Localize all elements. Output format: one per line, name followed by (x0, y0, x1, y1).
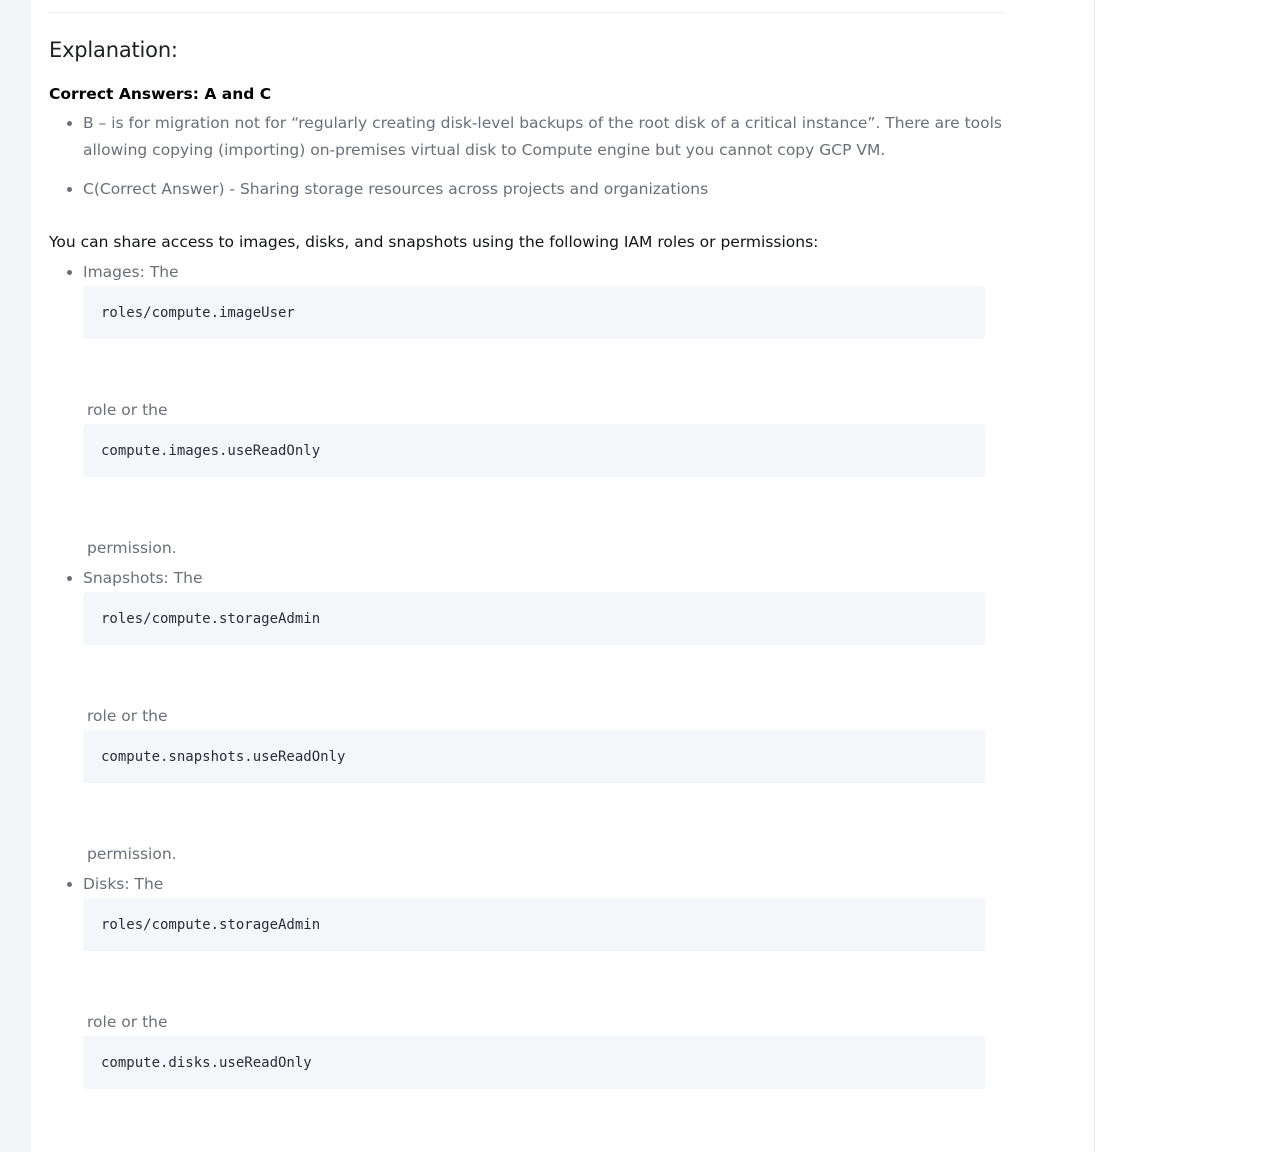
permission-label: Snapshots: The (83, 569, 203, 587)
permission-code: compute.disks.useReadOnly (101, 1054, 312, 1071)
explanation-point-c: • C(Correct Answer) - Sharing storage resources across projects and organizations (83, 176, 1005, 203)
explanation-points (49, 110, 1005, 203)
main-content-panel (31, 0, 1095, 1152)
permission-code: compute.images.useReadOnly (101, 442, 321, 459)
code-block-permission (83, 730, 985, 783)
permission-item-images (83, 261, 1005, 559)
permissions-intro: You can share access to images, disks, and snapshots using the following IAM roles or permissions: (49, 233, 819, 251)
permission-code: compute.snapshots.useReadOnly (101, 748, 346, 765)
permission-connector: role or the (87, 707, 168, 725)
explanation-section (49, 0, 1005, 1097)
code-block-role (83, 286, 985, 339)
permission-label: Images: The (83, 263, 179, 281)
code-block-permission (83, 1036, 985, 1089)
permission-label: Disks: The (83, 875, 164, 893)
role-code: roles/compute.storageAdmin (101, 916, 321, 933)
permission-suffix: permission. (87, 539, 177, 557)
permission-connector: role or the (87, 401, 168, 419)
role-code: roles/compute.imageUser (101, 304, 295, 321)
right-sidebar (1095, 0, 1287, 1152)
code-block-permission (83, 424, 985, 477)
top-divider (49, 12, 1005, 13)
explanation-point-b: • B – is for migration not for “regularly creating disk-level backups of the root disk of a critical instance”. There are tools allowing copying (importing) on-premises virtual disk to Compute engine but you cannot copy GCP VM. (83, 110, 1005, 164)
code-block-role (83, 592, 985, 645)
correct-answers: Correct Answers: A and C (49, 85, 272, 103)
permissions-list (49, 261, 1005, 1089)
left-gutter (0, 0, 31, 1152)
permission-suffix: permission. (87, 845, 177, 863)
role-code: roles/compute.storageAdmin (101, 610, 321, 627)
permission-item-disks (83, 873, 1005, 1089)
explanation-title: Explanation: (49, 38, 178, 62)
code-block-role (83, 898, 985, 951)
permission-item-snapshots (83, 567, 1005, 865)
permission-connector: role or the (87, 1013, 168, 1031)
